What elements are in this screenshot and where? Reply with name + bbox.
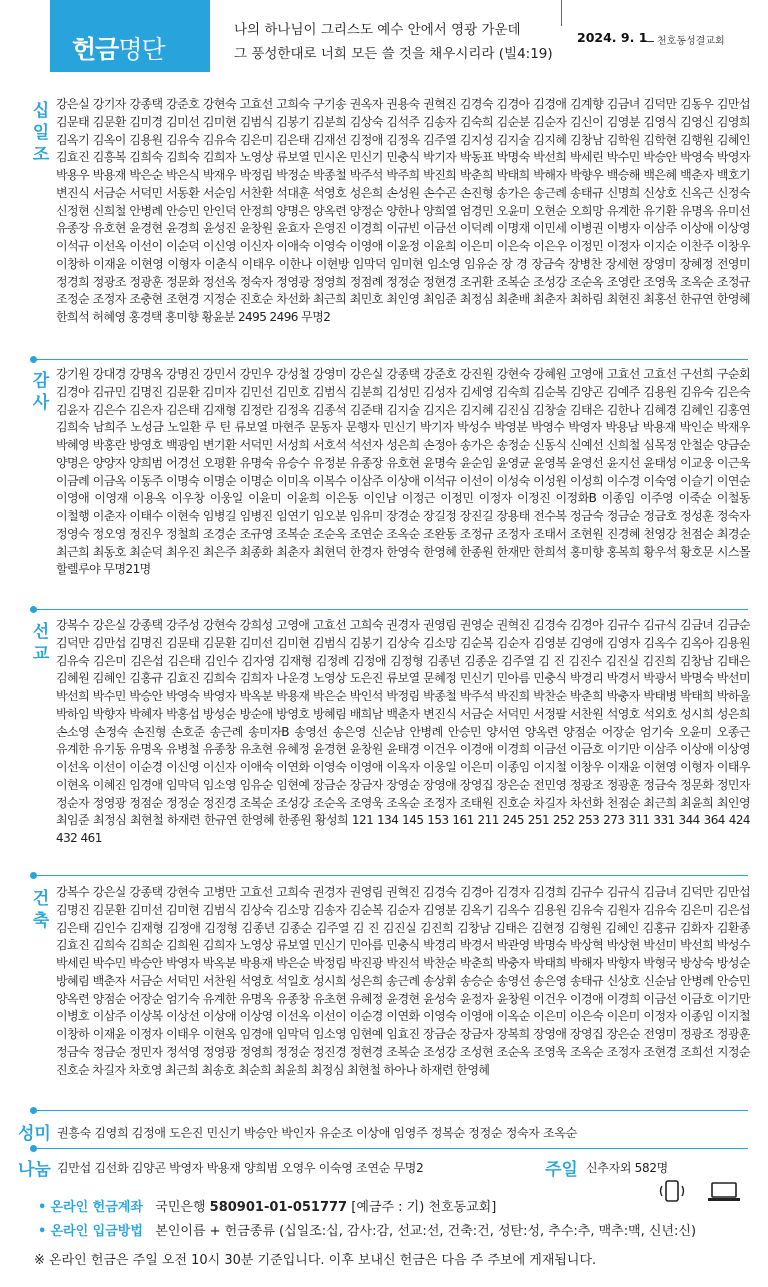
title-light: 명단 — [118, 35, 165, 64]
section-divider — [34, 875, 748, 876]
section-names-holy: 권흥숙 김영희 김정애 도은진 민신기 박승안 박인자 유순조 이상애 임영주 정복순 정정순 정숙자 조옥순 — [57, 1126, 577, 1140]
section-names-building: 강복수 강은실 강종택 강현숙 고병만 고효선 고희숙 권경자 권영림 권혁진 김경숙 김경아 김경자 김경희 김규수 김규식 김금녀 김덕만 김만섭 김명진 김문환 김미선 김미현 김범식 김상숙 김소망 김송자 김순복 김순자 김영분 김옥기 김옥수 김용원 김유숙 김원자 김유숙 김은미 김은섭 김은태 김인수 김재형 김정애 김정형 김종년 김종순 김주열 김 진 김진실 김진희 김창남 김태은 김현정 김형원 김혜인 김홍규 김화자 김환종 김효진 김희숙 김희순 김희원 김희자 노영상 류보열 민신기 민아름 민충식 박경리 박경서 박관영 박명숙 박상혁 박상현 박선미 박선희 박성수 박세린 박수민 박승안 박영자 박옥분 박용재 박은순 박정림 박진광 박진석 박찬순 박춘희 박충자 박태희 박해자 박향자 박형국 방상숙 방성순 방혜림 백춘자 서금순 서덕민 서찬원 석영호 석일호 성시희 성은희 송근례 송상휘 송승순 송영선 송은영 송태규 신상호 신순남 안병례 안승민 양옥련 양점순 어장순 엄기숙 유계한 유명옥 유종창 유초현 유혜정 윤경현 윤성숙 윤정자 윤창원 이건우 이경애 이경희 이금선 이금호 이기만 이병호 이삼주 이상복 이상선 이상애 이상영 이선옥 이선이 이순경 이연화 이영숙 이영애 이옥순 이은미 이은숙 이은미 이정자 이종임 이지철 이창하 이재윤 이정자 이태우 이현옥 임경애 임막덕 임소영 임현예 임효진 장금순 장금자 장복희 장영애 장영집 장은순 전영미 정광조 정광훈 정금숙 정금순 정민자 정석영 정영광 정영희 정정순 정진경 정현경 조복순 조성강 조성현 조순옥 조영욱 조옥순 조정자 조현경 조희선 지정순 진호순 차길자 차호영 최근희 최송호 최순희 최윤희 최정심 최현철 하아나 하재련 한영혜 — [56, 885, 750, 1077]
bank-name: 국민은행 — [155, 1200, 206, 1215]
online-account-label: 온라인 헌금계좌 — [50, 1200, 143, 1215]
header-divider — [561, 0, 562, 26]
account-number: 580901-01-051777 — [209, 1200, 348, 1215]
section-divider — [34, 1110, 748, 1111]
footer-note: ※ 온라인 헌금은 주일 오전 10시 30분 기준입니다. 이후 보내신 헌금은 다음 주 주보에 게재됩니다. — [34, 1253, 597, 1268]
section-divider — [34, 359, 748, 360]
online-account-row — [38, 1196, 758, 1220]
section-names-thanks: 강기원 강대경 강명옥 강명진 강민서 강민우 강성철 강영미 강은실 강종택 강준호 강진원 강현숙 강혜원 고영애 고효선 고효선 구선희 구순회 김경아 김규민 김명진 김문환 김미자 김민선 김민호 김범식 김분희 김성민 김성자 김세영 김숙희 김순복 김양곤 김예주 김용원 김유숙 김은숙 김윤자 김은수 김은자 김은태 김재형 김정란 김정옥 김종석 김준태 김지술 김지은 김지혜 김진심 김창술 김태은 김한나 김혜경 김혜인 김홍연 김희숙 남희주 노성금 노일환 루 틴 류보열 마현주 문동자 문행자 민신기 박기자 박성수 박영분 박영수 박영자 박용남 박용재 박인순 박재우 박혜영 박홍란 방영호 백광임 변기환 서덕민 서성희 서호석 석선자 성은희 손정아 송가은 송정순 신동식 신예선 신희철 심목정 안철순 양금순 양명은 양양자 양희범 어경선 오평환 유명숙 유승수 유정분 유종장 유호현 윤명숙 윤순임 윤영균 윤영복 윤영선 윤지선 윤태성 이교웅 이근욱 이금례 이금옥 이동주 이명숙 이명순 이명순 이미옥 이복수 이삼주 이상애 이석규 이선이 이성숙 이성원 이성희 이수경 이숙영 이슬기 이연순 이영애 이영재 이용옥 이우창 이웅일 이윤미 이윤희 이은동 이인남 이정근 이정민 이정자 이정진 이정화B 이종임 이주영 이죽순 이철동 이철행 이춘자 이태수 이현숙 임병길 임병진 임연기 임오분 임유미 장경순 장길정 장진길 장용태 전수복 정금숙 정금순 정금호 정성훈 정숙자 정영숙 정오영 정진우 정철희 조경순 조규영 조복순 조순옥 조연순 조옥순 조완동 조정규 조정자 조태서 조현원 진경혜 천영강 천점순 최경순 최근희 최동호 최순덕 최우진 최은주 최종화 최춘자 최현덕 한경자 한영숙 한영혜 한종원 한재만 한희석 홍미향 홍복희 황우석 황호문 시스몰 할렐루야 무명21명 — [56, 367, 750, 577]
bullet: • — [38, 1200, 47, 1215]
footer-info — [38, 1196, 758, 1244]
title-box — [50, 0, 210, 72]
section-label-tithe: 십 일 조 — [32, 101, 50, 165]
section-label-sharing: 나눔 — [18, 1160, 51, 1180]
online-method-row — [38, 1220, 758, 1244]
online-method-label: 온라인 입금방법 — [50, 1224, 143, 1239]
verse-line-2: 그 풍성한대로 너희 모든 쓸 것을 채우시리라 (빌4:19) — [234, 46, 553, 62]
title-bold: 헌금 — [72, 35, 119, 64]
section-divider — [34, 609, 748, 610]
bulletin-header — [0, 0, 768, 76]
section-label-holy: 성미 — [18, 1124, 51, 1144]
week-attendance: 신추자외 582명 — [586, 1161, 668, 1175]
section-names-tithe: 강은실 강기자 강종택 강준호 강현숙 고효선 고희숙 구기송 권옥자 권용숙 권혁진 김경숙 김경아 김경애 김계향 김금녀 김덕만 김동우 김만섭 김문태 김문환 김미경 김미선 김미현 김범식 김봉기 김분희 김상숙 김석주 김송자 김숙희 김순분 김순자 김신이 김영분 김영식 김영신 김영희 김옥기 김옥이 김용원 김유숙 김유숙 김은미 김은태 김재선 김정애 김정옥 김주열 김지성 김지술 김지혜 김창남 김학원 김학현 김행원 김혜인 김효진 김흥복 김희숙 김희숙 김희자 노영상 류보열 민시온 민신기 민충식 박기자 박동표 박명숙 박선희 박세린 박수민 박승안 박영숙 박영자 박용우 박용재 박은순 박은식 박재우 박정림 박정순 박종철 박주석 박주희 박진희 박춘희 박태희 박해자 박향우 백승해 백은혜 백춘자 백호기 변진식 서금순 서덕민 서동환 서순임 서찬환 석대훈 석영호 성은희 손성원 손수곤 손진형 송가은 송근례 송태규 신명희 신상호 신옥근 신정숙 신정현 신희철 안병례 안승민 안인덕 안정희 양명은 양옥련 양정순 양한나 양희열 엄경민 오윤미 오현순 오희망 유계한 유기환 유명옥 유미선 유종장 유호현 윤경현 윤경희 윤성진 윤창원 윤효자 은영진 이경희 이규빈 이금선 이덕례 이명재 이민세 이병권 이병자 이삼주 이상애 이상영 이석규 이선옥 이선이 이순덕 이신영 이신자 이애숙 이영숙 이영애 이윤정 이윤희 이은미 이은숙 이은우 이정민 이정자 이지순 이찬주 이창우 이창하 이재윤 이현영 이형자 이춘식 이태우 이한나 이현방 임막덕 임미현 임소영 임유순 장 경 장금숙 장병찬 장세현 장영미 장혜정 전영미 정경희 정광조 정광훈 정문화 정선옥 정숙자 정영광 정영희 정점례 정정순 정현경 조귀환 조복순 조성강 조순옥 조영란 조영욱 조옥순 조정규 조정순 조정자 조충현 조현경 지정순 진호순 차선화 최근희 최민호 최인영 최임준 최정심 최춘배 최춘자 최하림 최현진 최홍선 한규연 한영혜 한희석 허혜영 홍경택 홍미향 황윤분 2495 2496 무명2 — [56, 97, 750, 324]
section-label-mission: 선 교 — [32, 622, 50, 664]
church-name: 천호동성결교회 — [646, 32, 725, 47]
account-holder: [예금주 : 기) 천호동교회] — [351, 1200, 497, 1215]
online-method-text: 본인이름 + 헌금종류 (십일조:십, 감사:감, 선교:선, 건축:건, 성탄:성, 추수:추, 맥추:맥, 신년:신) — [155, 1224, 697, 1239]
section-divider — [34, 1148, 748, 1149]
verse-line-1: 나의 하나님이 그리스도 예수 안에서 영광 가운데 — [234, 22, 521, 38]
section-label-building: 건 축 — [32, 889, 50, 931]
section-names-sharing: 김만섭 김선화 김양곤 박영자 박용재 양희범 오영우 이숙영 조연순 무명2 — [57, 1161, 424, 1175]
bullet: • — [38, 1224, 47, 1239]
scripture-verse — [234, 18, 553, 66]
section-label-week: 주일 — [545, 1160, 578, 1180]
bulletin-date: 2024. 9. 1 — [577, 30, 648, 45]
page-title — [72, 30, 165, 66]
section-label-thanks: 감 사 — [32, 371, 50, 413]
section-names-mission: 강복수 강은실 강종택 강주성 강현숙 강희성 고영애 고효선 고희숙 권경자 권영림 권영순 권혁진 김경숙 김경아 김규수 김규식 김금녀 김금순 김덕만 김만섭 김명진 김문태 김문환 김미선 김미현 김범식 김봉기 김상숙 김소망 김순복 김순자 김영분 김영애 김영자 김옥수 김옥아 김용원 김유숙 김은미 김은섭 김은태 김인수 김자영 김재형 김정례 김정애 김정형 김종년 김종운 김주열 김 진 김진수 김진실 김진희 김창남 김태은 김혜원 김혜인 김홍규 김효진 김희숙 김희자 나운경 노영상 도은진 류보열 문혜정 민신기 민아름 민충식 박경리 박경서 박광서 박명숙 박선미 박선희 박수민 박승안 박영숙 박영자 박옥분 박용재 박은순 박인석 박정림 박종철 박주석 박진희 박찬순 박춘희 박충자 박태병 박태희 박하울 박하임 박향자 박혜자 박홍섭 방성순 방순애 방영호 방혜림 배희남 백춘자 변진식 서금순 서덕민 서정팔 서찬원 석영호 석외호 성시희 성은희 손소영 손정숙 손진형 손호준 송근례 송미자B 송영선 송은영 신순남 안병례 안승민 양서연 양옥련 양점순 어장순 엄기숙 오윤미 오종근 유계한 유기동 유명옥 유병철 유종창 유초현 유혜정 윤경현 윤창원 윤태경 이건우 이경애 이경희 이금선 이금호 이기만 이삼주 이상애 이상영 이선옥 이선이 이순경 이신영 이신자 이애숙 이연화 이영숙 이영애 이옥자 이웅일 이은미 이종임 이지철 이창우 이재윤 이현영 이형자 이태우 이현옥 이혜진 임경애 임막덕 임소영 임유순 임현예 장금순 장금자 장영순 장영애 장영집 장은순 전민영 정광조 정광훈 정금숙 정문화 정민자 정순자 정영광 정점순 정정순 정진경 조복순 조성강 조순옥 조영욱 조옥순 조정자 조태원 진호순 차길자 차선화 천점순 최근희 최윤희 최인영 최임준 최정심 최현철 하재련 한규연 한영혜 한종원 황성희 121 134 145 153 161 211 245 251 252 253 273 311 331 344 364 424 432 461 — [56, 618, 750, 845]
